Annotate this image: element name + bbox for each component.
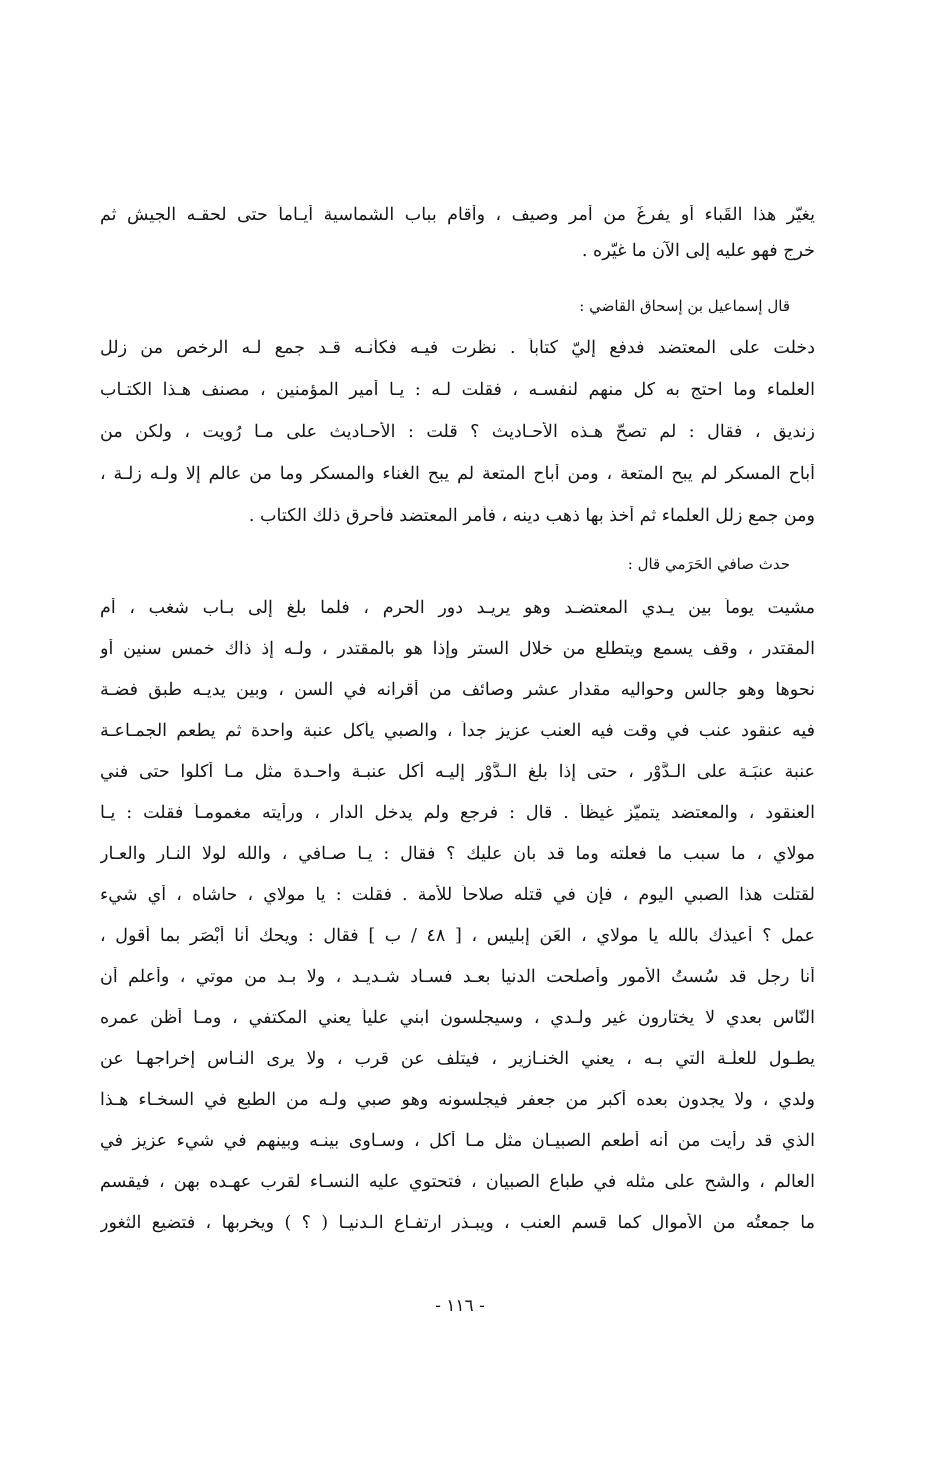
- paragraph-line: دخلت على المعتضد فدفع إليّ كتاباً . نظرت فيـه فكأنـه قـد جمع لـه الرخص من زلل: [100, 338, 815, 358]
- paragraph-line: ولدي ، ولا يجدون بعده أكبر من جعفر فيجلسونه وهو صبي ولـه من الطبع في السخـاء هـذا: [100, 1090, 815, 1110]
- paragraph-line: الذي قد رأيت من أنه أطعم الصبيـان مثل مـا أكل ، وسـاوى بينـه وبينهم في شيء عزيز في: [100, 1131, 815, 1151]
- paragraph-line: ما جمعتُه من الأموال كما قسم العنب ، ويبـذر ارتفـاع الـدنيـا ( ؟ ) ويخربها ، فتضيع الثغور: [100, 1213, 815, 1233]
- section-heading: حدث صافي الحَرَمي قال :: [627, 555, 790, 573]
- paragraph-line: يطـول للعلّـة التي بـه ، يعني الخنـازير ، فيتلف عن قرب ، ولا يرى النـاس إخراجهـا عن: [100, 1049, 815, 1069]
- paragraph-line: عنبة عنبَـة على الـدَّوْر ، حتى إذا بلغ الـدَّوْر إليـه أكل عنبـة واحـدة مثل مـا أكلوا حتى فني: [100, 762, 815, 782]
- paragraph-line: العلماء وما احتج به كل منهم لنفسـه ، فقلت لـه : يـا أمير المؤمنين ، مصنف هـذا الكتـاب: [100, 380, 815, 400]
- paragraph-line: أباح المسكر لم يبح المتعة ، ومن أباح المتعة لم يبح الغناء والمسكر وما من عالم إلا ولـه زلـة ،: [100, 464, 815, 484]
- paragraph-line: يغيّر هذا القَباء أو يفرغَ من أمر وصيف ، وأقام بباب الشماسية أيـاماً حتى لحقـه الجيش ثم: [100, 205, 815, 225]
- paragraph-line: العالم ، والشح على مثله في طباع الصبيان ، فتحتوي عليه النسـاء لقرب عهـده بهن ، فيقسم: [100, 1172, 815, 1192]
- paragraph-line: ومن جمع زلل العلماء ثم أخذ بها ذهب دينه ، فأمر المعتضد فأحرق ذلك الكتاب .: [248, 506, 815, 526]
- paragraph-line: فيه عنقود عنب في وقت فيه العنب عزيز جداً ، والصبي يأكل عنبة واحدة ثم يطعم الجمـاعـة: [100, 721, 815, 741]
- page-number: - ١١٦ -: [435, 1296, 485, 1316]
- paragraph-line: نحوها وهو جالس وحواليه مقدار عشر وصائف من أقرانه في السن ، وبين يديـه طبق فضـة: [100, 680, 815, 700]
- paragraph-line: أنا رجل قد سُستُ الأمور وأصلحت الدنيا بعـد فسـاد شـديـد ، ولا بـد من موتي ، وأعلم أن: [100, 967, 815, 987]
- paragraph-line: مشيت يوماً بين يـدي المعتضـد وهو يريـد دور الحرم ، فلما بلغ إلى بـاب شغب ، أم: [100, 598, 815, 618]
- section-heading: قال إسماعيل بن إسحاق القاضي :: [579, 297, 790, 315]
- paragraph-line: النّاس بعدي لا يختارون غير ولـدي ، وسيجلسون ابني علياً يعني المكتفي ، ومـا أظن عمره: [100, 1008, 815, 1028]
- paragraph-line: خرج فهو عليه إلى الآن ما غيّره .: [581, 241, 815, 261]
- paragraph-line: عمل ؟ أعيذك بالله يا مولاي ، العَن إبليس ، [ ٤٨ / ب ] فقال : ويحك أنا أبْصَر بما أقول ،: [100, 926, 815, 946]
- paragraph-3: [100, 598, 815, 1233]
- paragraph-line: زنديق ، فقال : لم تصحّ هـذه الأحـاديث ؟ قلت : الأحـاديث على مـا رُويت ، ولكن من: [100, 422, 815, 442]
- paragraph-line: العنقود ، والمعتضد يتميّز غيظاً . قال : فرجع ولم يدخل الدار ، ورأيته مغمومـاً فقلت : يـا: [100, 803, 815, 823]
- paragraph-line: لقتلت هذا الصبي اليوم ، فإن في قتله صلاحاً للأمة . فقلت : يا مولاي ، حاشاه ، أي شيء: [100, 885, 815, 905]
- paragraph-line: مولاي ، ما سبب ما فعلته وما قد بان عليك ؟ فقال : يـا صـافي ، والله لولا النـار والعـار: [100, 844, 815, 864]
- paragraph-2: [100, 338, 815, 526]
- paragraph-line: المقتدر ، وقف يسمع ويتطلع من خلال الستر وإذا هو بالمقتدر ، ولـه إذ ذاك خمس سنين أو: [100, 639, 815, 659]
- paragraph-1: [100, 200, 815, 261]
